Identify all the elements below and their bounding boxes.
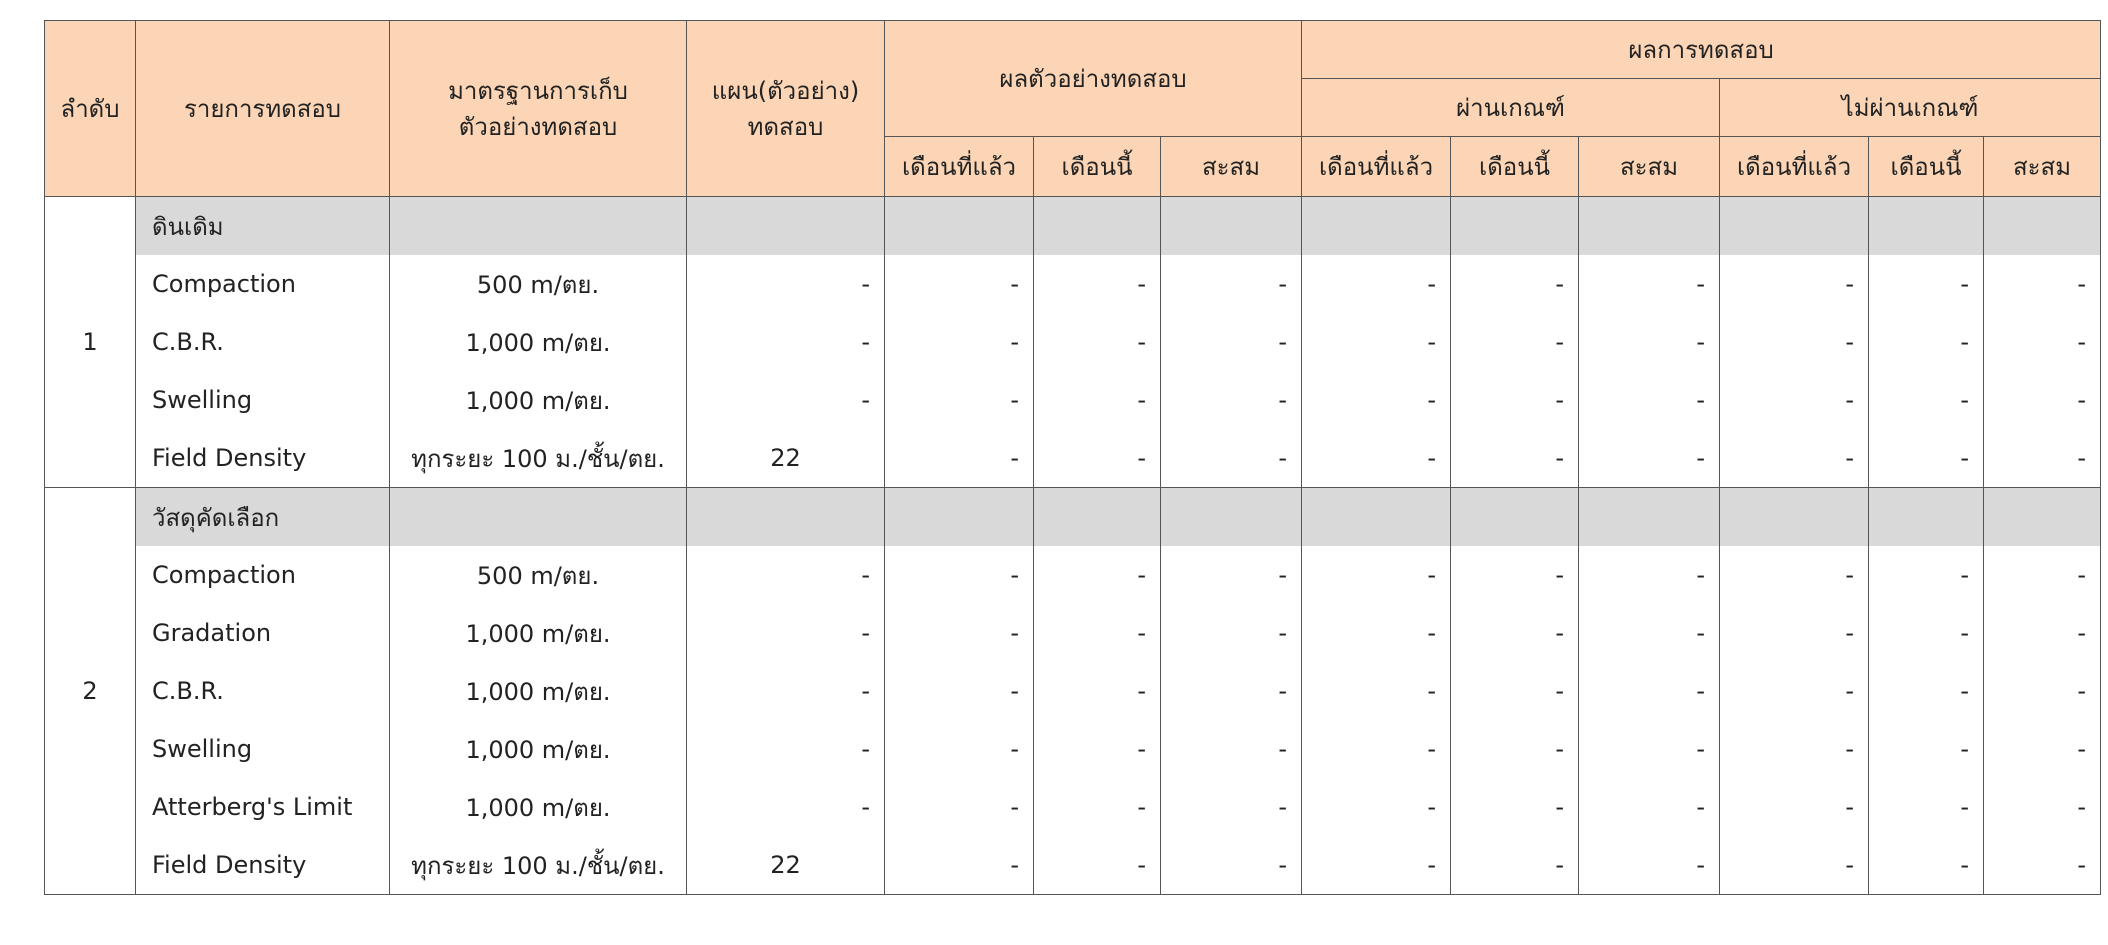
result-cell: - xyxy=(1579,662,1720,720)
result-cell: - xyxy=(1034,662,1161,720)
group-seq: 1 xyxy=(45,197,136,488)
result-cell: - xyxy=(1579,778,1720,836)
group-header-cell xyxy=(1984,197,2101,256)
test-results-table-container xyxy=(44,20,2101,895)
result-cell: - xyxy=(1720,720,1869,778)
test-name: Field Density xyxy=(136,836,390,895)
header-samples-last-month: เดือนที่แล้ว xyxy=(885,137,1034,197)
result-cell: - xyxy=(1869,836,1984,895)
header-plan-line1: แผน(ตัวอย่าง) xyxy=(711,76,860,105)
result-cell: - xyxy=(1579,836,1720,895)
test-standard: ทุกระยะ 100 ม./ชั้น/ตย. xyxy=(390,836,687,895)
result-cell: - xyxy=(1579,720,1720,778)
result-cell: - xyxy=(1869,604,1984,662)
header-results: ผลการทดสอบ xyxy=(1302,21,2101,79)
test-plan: - xyxy=(687,371,885,429)
group-header-cell xyxy=(1451,197,1579,256)
result-cell: - xyxy=(1161,429,1302,488)
result-cell: - xyxy=(1579,546,1720,604)
test-standard: 1,000 m/ตย. xyxy=(390,778,687,836)
result-cell: - xyxy=(1451,604,1579,662)
result-cell: - xyxy=(1302,778,1451,836)
result-cell: - xyxy=(1869,778,1984,836)
group-header-cell xyxy=(1302,197,1451,256)
header-item: รายการทดสอบ xyxy=(136,21,390,197)
group-header-cell xyxy=(1720,488,1869,547)
test-plan: - xyxy=(687,604,885,662)
group-header-cell xyxy=(390,488,687,547)
test-name: Gradation xyxy=(136,604,390,662)
result-cell: - xyxy=(1302,604,1451,662)
test-standard: 500 m/ตย. xyxy=(390,255,687,313)
test-standard: 500 m/ตย. xyxy=(390,546,687,604)
result-cell: - xyxy=(1720,313,1869,371)
result-cell: - xyxy=(885,720,1034,778)
test-plan: 22 xyxy=(687,836,885,895)
result-cell: - xyxy=(1579,429,1720,488)
result-cell: - xyxy=(1451,720,1579,778)
result-cell: - xyxy=(1302,836,1451,895)
test-standard: 1,000 m/ตย. xyxy=(390,371,687,429)
table-body xyxy=(45,197,2101,895)
result-cell: - xyxy=(885,429,1034,488)
group-header-cell xyxy=(1034,488,1161,547)
result-cell: - xyxy=(1984,313,2101,371)
result-cell: - xyxy=(1579,255,1720,313)
group-header-cell xyxy=(1302,488,1451,547)
result-cell: - xyxy=(1034,371,1161,429)
test-plan: - xyxy=(687,778,885,836)
result-cell: - xyxy=(1579,604,1720,662)
header-standard-line1: มาตรฐานการเก็บ xyxy=(448,76,628,105)
header-standard-line2: ตัวอย่างทดสอบ xyxy=(458,112,618,141)
header-fail-cumulative: สะสม xyxy=(1984,137,2101,197)
result-cell: - xyxy=(1034,546,1161,604)
result-cell: - xyxy=(1720,371,1869,429)
result-cell: - xyxy=(1869,371,1984,429)
result-cell: - xyxy=(1984,720,2101,778)
result-cell: - xyxy=(1161,720,1302,778)
group-name: ดินเดิม xyxy=(136,197,390,256)
result-cell: - xyxy=(1451,778,1579,836)
header-fail: ไม่ผ่านเกณฑ์ xyxy=(1720,79,2101,137)
group-header-cell xyxy=(885,488,1034,547)
group-header-cell xyxy=(1984,488,2101,547)
header-standard xyxy=(390,21,687,197)
table-row xyxy=(45,604,2101,662)
table-row xyxy=(45,371,2101,429)
test-name: Field Density xyxy=(136,429,390,488)
result-cell: - xyxy=(1984,255,2101,313)
group-header-row xyxy=(45,488,2101,547)
result-cell: - xyxy=(1034,255,1161,313)
result-cell: - xyxy=(1161,778,1302,836)
result-cell: - xyxy=(1302,429,1451,488)
test-plan: - xyxy=(687,313,885,371)
test-name: Atterberg's Limit xyxy=(136,778,390,836)
result-cell: - xyxy=(1161,255,1302,313)
result-cell: - xyxy=(1869,255,1984,313)
header-pass-this-month: เดือนนี้ xyxy=(1451,137,1579,197)
group-header-cell xyxy=(1161,488,1302,547)
result-cell: - xyxy=(1984,604,2101,662)
test-standard: 1,000 m/ตย. xyxy=(390,313,687,371)
result-cell: - xyxy=(885,255,1034,313)
result-cell: - xyxy=(885,836,1034,895)
group-seq: 2 xyxy=(45,488,136,895)
result-cell: - xyxy=(1579,313,1720,371)
header-samples-this-month: เดือนนี้ xyxy=(1034,137,1161,197)
test-name: C.B.R. xyxy=(136,313,390,371)
header-pass: ผ่านเกณฑ์ xyxy=(1302,79,1720,137)
table-row xyxy=(45,778,2101,836)
result-cell: - xyxy=(1034,778,1161,836)
group-header-cell xyxy=(687,197,885,256)
result-cell: - xyxy=(1034,604,1161,662)
header-pass-last-month: เดือนที่แล้ว xyxy=(1302,137,1451,197)
test-name: Compaction xyxy=(136,546,390,604)
header-fail-last-month: เดือนที่แล้ว xyxy=(1720,137,1869,197)
result-cell: - xyxy=(1161,371,1302,429)
table-header xyxy=(45,21,2101,197)
header-samples-cumulative: สะสม xyxy=(1161,137,1302,197)
header-pass-cumulative: สะสม xyxy=(1579,137,1720,197)
test-standard: 1,000 m/ตย. xyxy=(390,720,687,778)
test-standard: 1,000 m/ตย. xyxy=(390,662,687,720)
group-header-cell xyxy=(1451,488,1579,547)
result-cell: - xyxy=(1451,836,1579,895)
test-name: C.B.R. xyxy=(136,662,390,720)
test-plan: 22 xyxy=(687,429,885,488)
result-cell: - xyxy=(885,371,1034,429)
group-header-cell xyxy=(1161,197,1302,256)
result-cell: - xyxy=(1302,720,1451,778)
test-standard: 1,000 m/ตย. xyxy=(390,604,687,662)
table-row xyxy=(45,313,2101,371)
test-name: Compaction xyxy=(136,255,390,313)
result-cell: - xyxy=(885,604,1034,662)
result-cell: - xyxy=(1161,836,1302,895)
result-cell: - xyxy=(1984,371,2101,429)
header-plan xyxy=(687,21,885,197)
result-cell: - xyxy=(1984,836,2101,895)
result-cell: - xyxy=(1161,313,1302,371)
group-header-cell xyxy=(687,488,885,547)
table-row xyxy=(45,255,2101,313)
result-cell: - xyxy=(1451,313,1579,371)
group-header-cell xyxy=(885,197,1034,256)
group-header-cell xyxy=(1869,488,1984,547)
result-cell: - xyxy=(1869,429,1984,488)
result-cell: - xyxy=(1720,662,1869,720)
result-cell: - xyxy=(1034,313,1161,371)
table-row xyxy=(45,546,2101,604)
result-cell: - xyxy=(1302,255,1451,313)
result-cell: - xyxy=(1720,429,1869,488)
result-cell: - xyxy=(885,546,1034,604)
result-cell: - xyxy=(1869,720,1984,778)
result-cell: - xyxy=(1034,429,1161,488)
result-cell: - xyxy=(1984,429,2101,488)
test-name: Swelling xyxy=(136,720,390,778)
test-results-table xyxy=(44,20,2101,895)
group-header-cell xyxy=(1579,197,1720,256)
result-cell: - xyxy=(1720,778,1869,836)
test-name: Swelling xyxy=(136,371,390,429)
result-cell: - xyxy=(1451,371,1579,429)
table-row xyxy=(45,429,2101,488)
header-samples: ผลตัวอย่างทดสอบ xyxy=(885,21,1302,137)
table-row xyxy=(45,662,2101,720)
test-plan: - xyxy=(687,255,885,313)
result-cell: - xyxy=(1451,546,1579,604)
result-cell: - xyxy=(1302,662,1451,720)
group-header-cell xyxy=(1869,197,1984,256)
result-cell: - xyxy=(1984,546,2101,604)
group-header-cell xyxy=(1579,488,1720,547)
result-cell: - xyxy=(885,662,1034,720)
result-cell: - xyxy=(1451,255,1579,313)
result-cell: - xyxy=(1984,662,2101,720)
header-plan-line2: ทดสอบ xyxy=(747,112,824,141)
table-row xyxy=(45,836,2101,895)
test-plan: - xyxy=(687,720,885,778)
header-fail-this-month: เดือนนี้ xyxy=(1869,137,1984,197)
result-cell: - xyxy=(1302,313,1451,371)
header-seq: ลำดับ xyxy=(45,21,136,197)
result-cell: - xyxy=(1720,255,1869,313)
result-cell: - xyxy=(1869,313,1984,371)
result-cell: - xyxy=(1034,836,1161,895)
result-cell: - xyxy=(885,313,1034,371)
result-cell: - xyxy=(885,778,1034,836)
result-cell: - xyxy=(1451,429,1579,488)
group-header-cell xyxy=(1034,197,1161,256)
result-cell: - xyxy=(1720,546,1869,604)
result-cell: - xyxy=(1869,546,1984,604)
group-header-cell xyxy=(390,197,687,256)
result-cell: - xyxy=(1984,778,2101,836)
result-cell: - xyxy=(1869,662,1984,720)
result-cell: - xyxy=(1161,546,1302,604)
group-name: วัสดุคัดเลือก xyxy=(136,488,390,547)
test-standard: ทุกระยะ 100 ม./ชั้น/ตย. xyxy=(390,429,687,488)
result-cell: - xyxy=(1720,604,1869,662)
result-cell: - xyxy=(1161,604,1302,662)
result-cell: - xyxy=(1161,662,1302,720)
result-cell: - xyxy=(1302,371,1451,429)
result-cell: - xyxy=(1451,662,1579,720)
result-cell: - xyxy=(1034,720,1161,778)
group-header-cell xyxy=(1720,197,1869,256)
table-row xyxy=(45,720,2101,778)
test-plan: - xyxy=(687,546,885,604)
test-plan: - xyxy=(687,662,885,720)
result-cell: - xyxy=(1302,546,1451,604)
group-header-row xyxy=(45,197,2101,256)
result-cell: - xyxy=(1579,371,1720,429)
result-cell: - xyxy=(1720,836,1869,895)
